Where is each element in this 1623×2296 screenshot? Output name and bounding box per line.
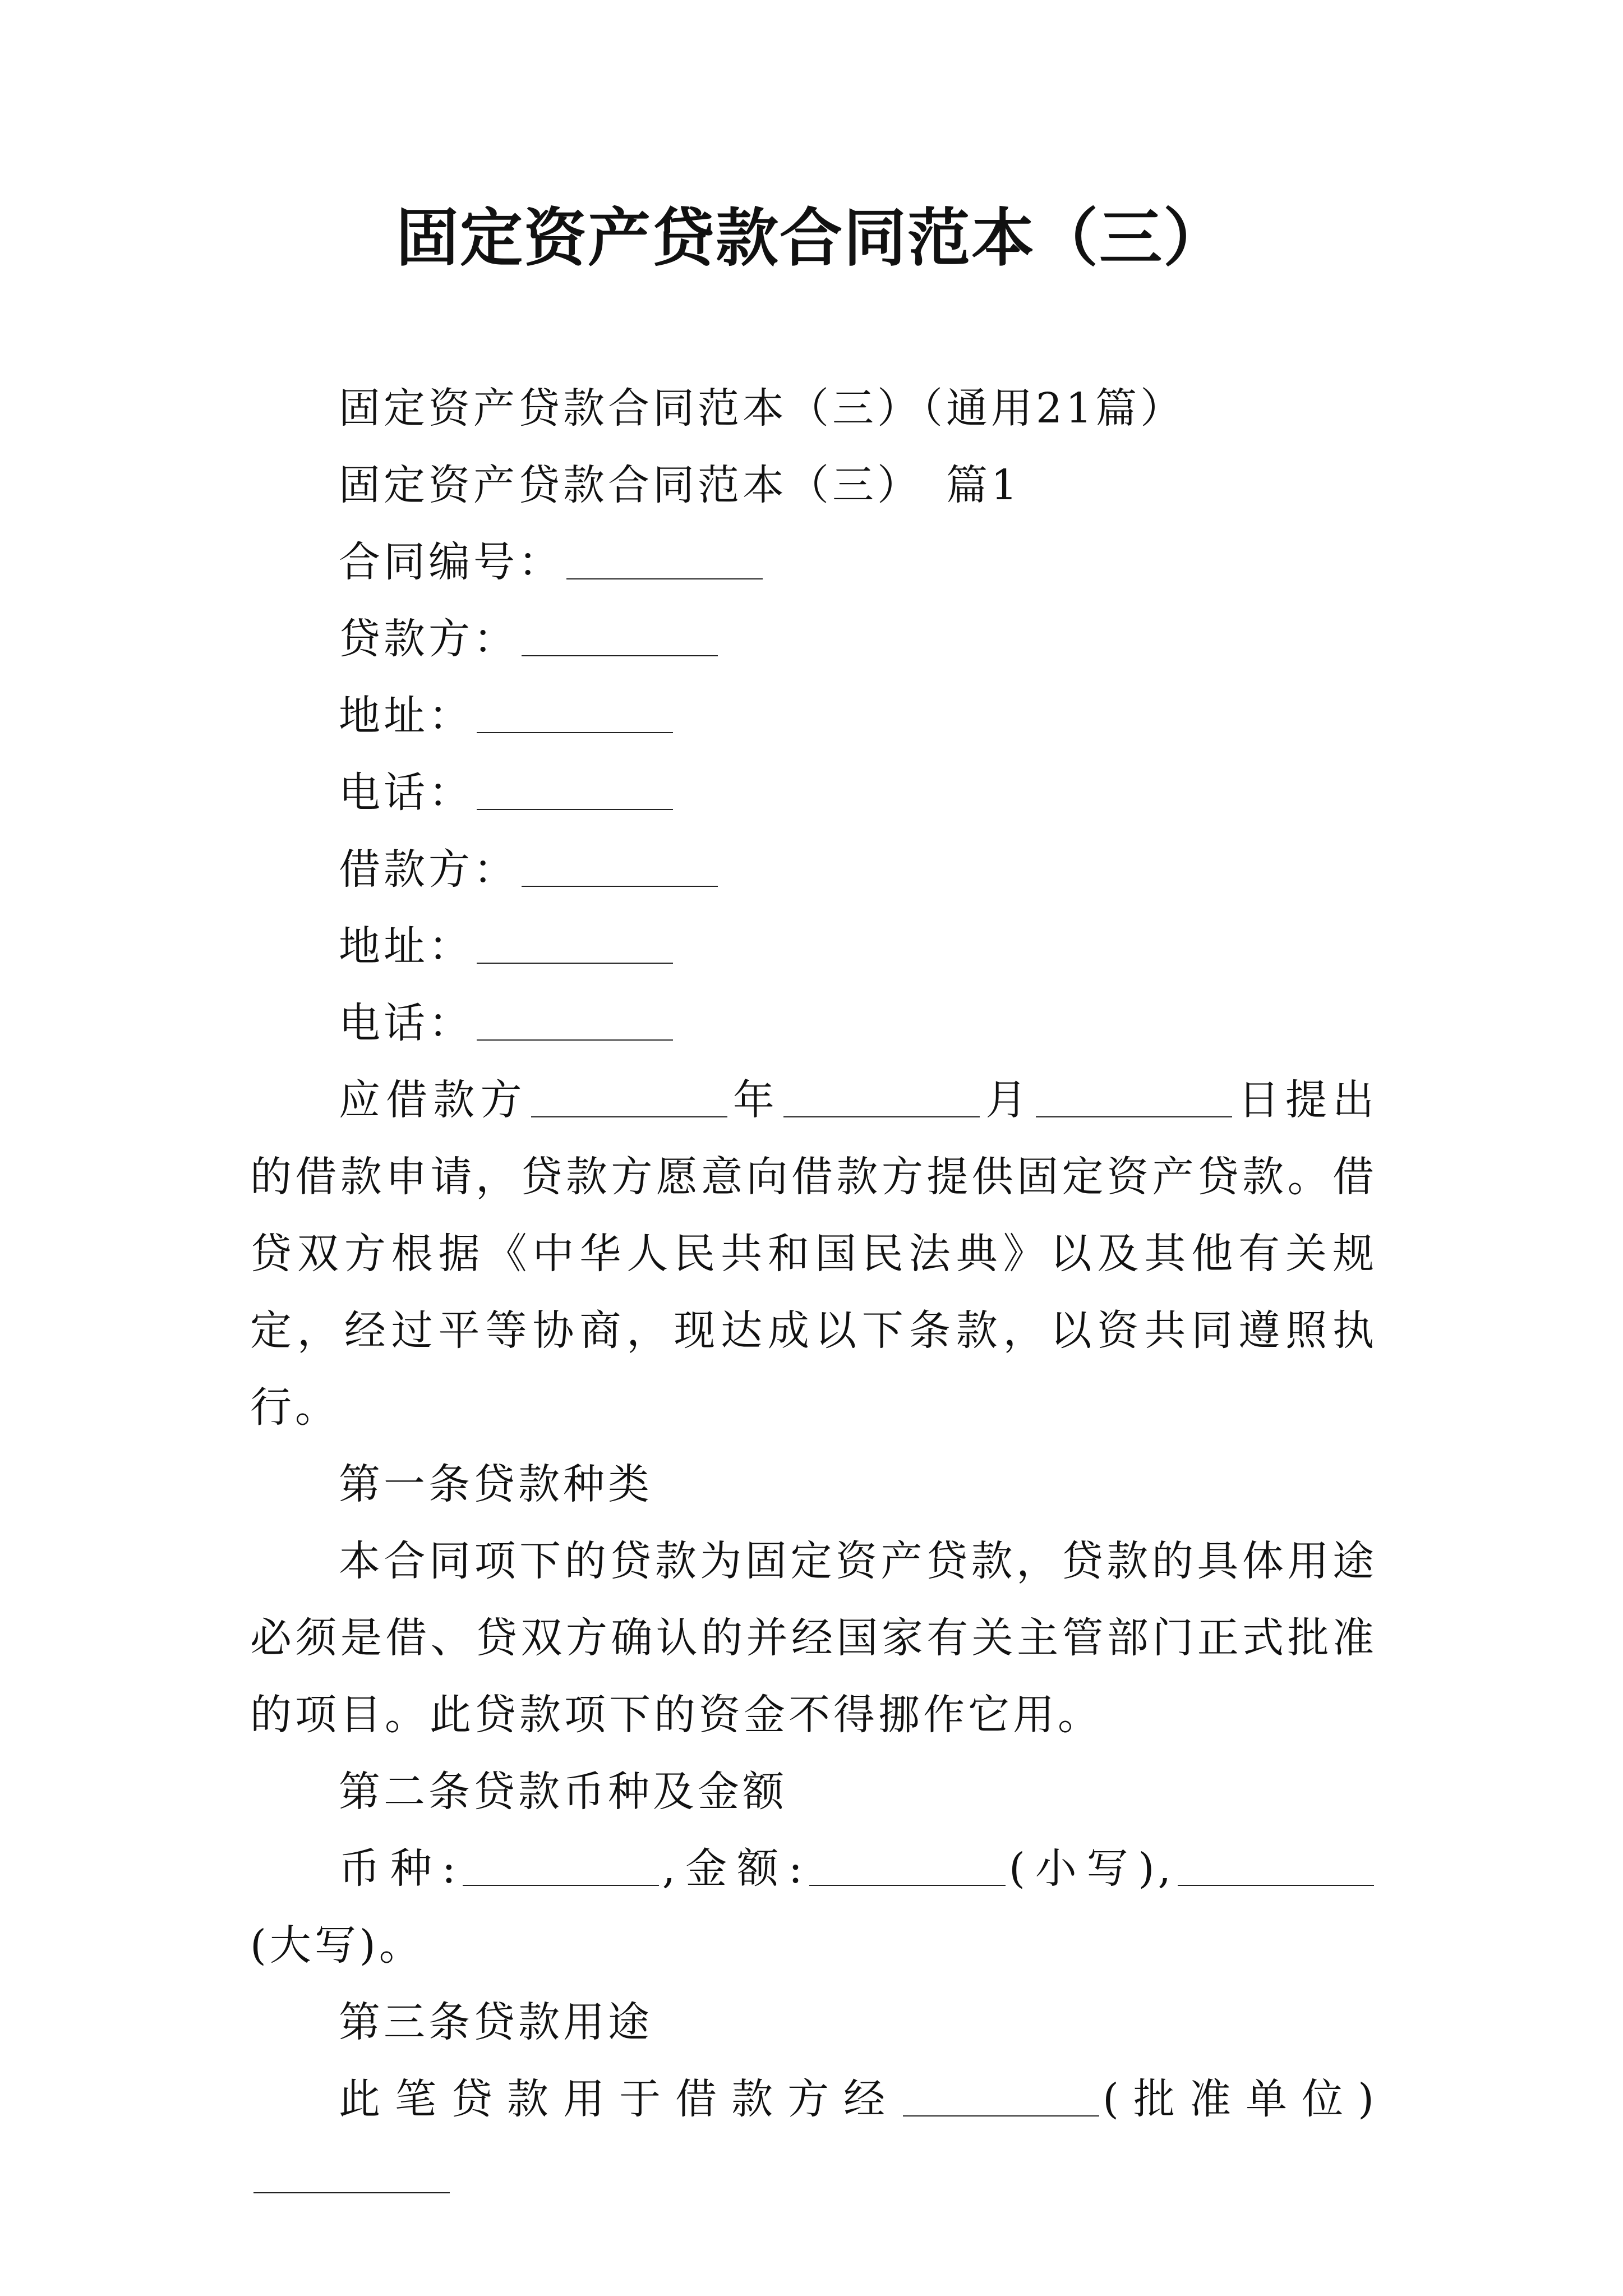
field-borrower-address — [250, 908, 1377, 985]
article3-text — [250, 2061, 1377, 2215]
field-lender-phone — [250, 754, 1377, 831]
blank-line — [1178, 1843, 1374, 1886]
intro-paragraph — [250, 1062, 1377, 1446]
article3-heading: 第三条贷款用途 — [339, 1998, 653, 2046]
blank-line — [477, 998, 673, 1041]
blank-line — [463, 1843, 659, 1886]
field-label: 地址： — [339, 922, 473, 970]
field-label: 借款方： — [339, 845, 518, 894]
blank-line — [566, 537, 763, 579]
document-body — [250, 370, 1377, 2215]
field-label: 贷款方： — [339, 615, 518, 663]
article3-text-b: (批准单位) — [1103, 2075, 1377, 2123]
field-lender — [250, 601, 1377, 678]
article1-text: 本合同项下的贷款为固定资产贷款，贷款的具体用途必须是借、贷双方确认的并经国家有关主管部门正式批准的项目。此贷款项下的资金不得挪作它用。 — [250, 1537, 1377, 1739]
blank-line — [253, 2151, 450, 2193]
blank-line — [903, 2074, 1099, 2116]
blank-line — [783, 1075, 980, 1117]
field-lender-address — [250, 678, 1377, 754]
article2-text — [250, 1830, 1377, 1984]
blank-line — [522, 614, 718, 656]
article2-heading: 第二条贷款币种及金额 — [339, 1768, 787, 1816]
blank-line — [477, 921, 673, 964]
field-borrower — [250, 831, 1377, 908]
field-borrower-phone — [250, 985, 1377, 1062]
intro-d: 日提出的借款申请，贷款方愿意向借款方提供固定资产贷款。借贷双方根据《中华人民共和国民法典》以及其他有关规定，经过平等协商，现达成以下条款，以资共同遵照执行。 — [250, 1076, 1378, 1432]
field-label: 电话： — [339, 769, 473, 817]
blank-line — [477, 767, 673, 810]
article3-text-a: 此笔贷款用于借款方经 — [339, 2075, 900, 2123]
blank-line — [1036, 1075, 1232, 1117]
page-title: 固定资产贷款合同范本（三） — [396, 201, 1227, 275]
field-contract-no — [250, 524, 1377, 601]
field-label: 地址： — [339, 692, 473, 740]
blank-line — [477, 691, 673, 733]
amount-label: ,金额: — [662, 1844, 806, 1893]
subtitle: 固定资产贷款合同范本（三）（通用21篇） — [339, 384, 1186, 432]
intro-c: 月 — [983, 1076, 1033, 1124]
blank-line — [809, 1843, 1006, 1886]
small-label: (小写), — [1008, 1844, 1174, 1893]
blank-line — [522, 844, 718, 887]
big-label: (大写)。 — [250, 1921, 424, 1970]
field-label: 合同编号： — [339, 538, 563, 586]
intro-b: 年 — [730, 1076, 781, 1124]
currency-label: 币种: — [339, 1844, 459, 1893]
article1-heading: 第一条贷款种类 — [339, 1460, 653, 1508]
intro-a: 应借款方 — [339, 1076, 528, 1124]
blank-line — [531, 1075, 727, 1117]
part-heading: 固定资产贷款合同范本（三） 篇1 — [339, 461, 1021, 509]
field-label: 电话： — [339, 999, 473, 1047]
